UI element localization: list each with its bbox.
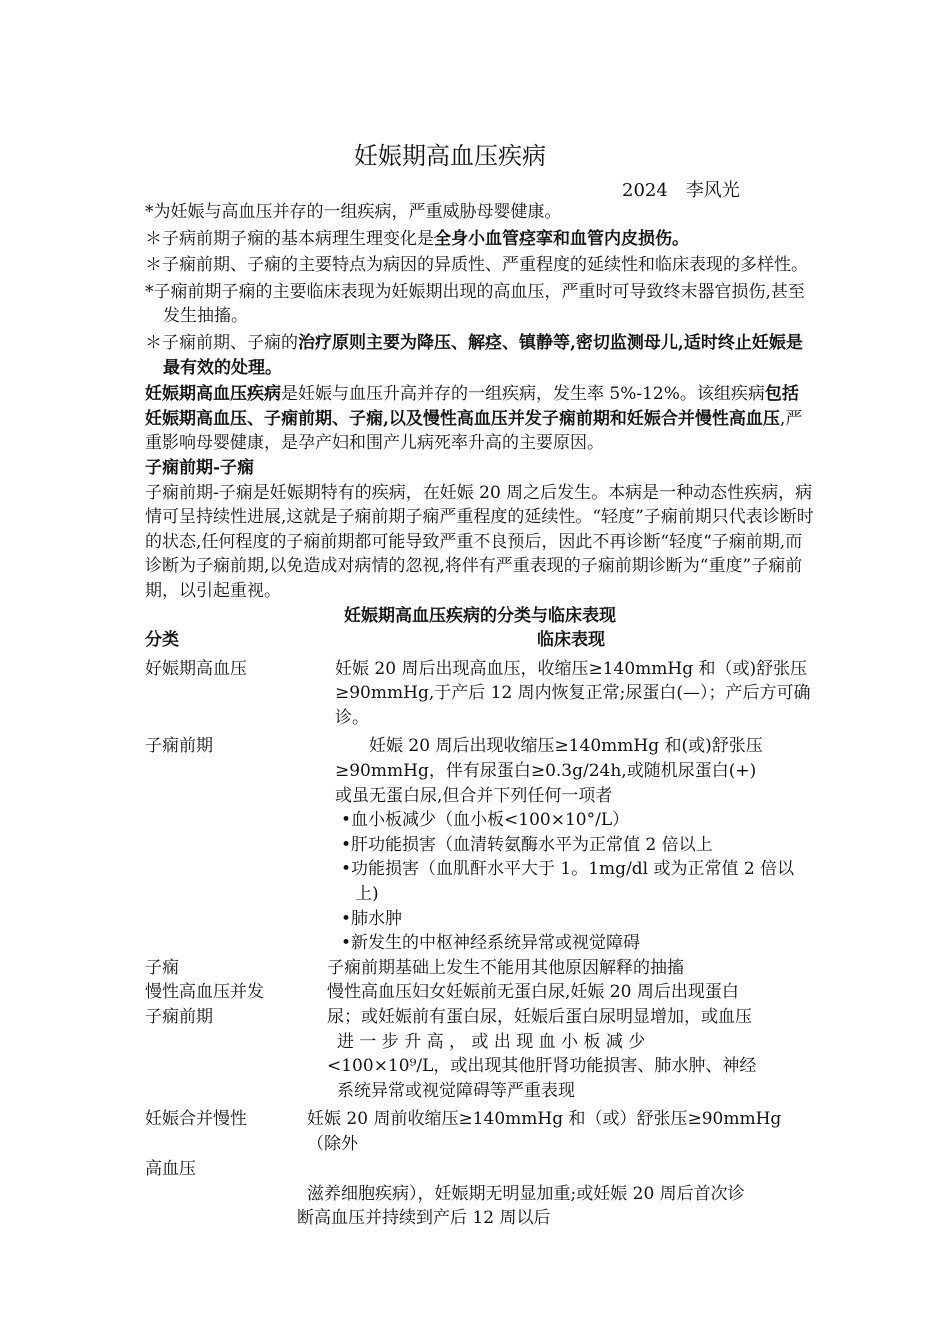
list-item: •功能损害（血肌酐水平大于 1。1mg/dl 或为正常值 2 倍以上) [341, 859, 795, 905]
author-line: 2024 李风光 [622, 180, 740, 201]
table-row [145, 956, 815, 981]
table-row [145, 980, 815, 1103]
intro-line-4: *子痫前期子痫的主要临床表现为妊娠期出现的高血压，严重时可导致终末器官损伤,甚至发生抽搐。 [145, 281, 805, 327]
row-category: 子痫前期 [145, 1007, 213, 1027]
intro-line-1: *为妊娠与高血压并存的一组疾病，严重威胁母婴健康。 [145, 202, 562, 222]
row-category: 妊娠合并慢性 [145, 1109, 247, 1130]
table-row [145, 734, 815, 955]
table-header [145, 628, 815, 653]
list-item: •肝功能损害（血清转氨酶水平为正常值 2 倍以上 [341, 834, 713, 855]
section-heading: 子痫前期-子痫 [145, 457, 255, 478]
row-category: 子痫前期 [145, 736, 213, 757]
column-header-clinical: 临床表现 [537, 630, 605, 651]
row-description: 妊娠 20 周后出现高血压，收缩压≥140mmHg 和（或)舒张压≥90mmHg,于产后 12 周内恢复正常;尿蛋白(—）；产后方可确诊。 [335, 658, 811, 728]
section-text: 子痫前期-子痫是妊娠期特有的疾病，在妊娠 20 周之后发生。本病是一种动态性疾病，病情可呈持续性进展,这就是子痫前期子痫严重程度的延续性。“轻度”子痫前期只代表诊断时的状态,任何程度的子痫前期都可能导致严重不良预后，因此不再诊断“轻度“子痫前期,而诊断为子痫前期,以免造成对病情的忽视,将伴有严重表现的子痫前期诊断为“重度”子痫前期，以引起重视。 [145, 482, 814, 601]
table-row [145, 657, 815, 731]
list-item: •肺水肿 [341, 908, 403, 929]
row-category: 子痫 [145, 957, 179, 978]
table-row [145, 1107, 815, 1230]
list-item: •新发生的中枢神经系统异常或视觉障碍 [341, 933, 641, 954]
paragraph-definition: 妊娠期高血压疾病是妊娠与血压升高并存的一组疾病，发生率 5%-12%。该组疾病包括妊娠期高血压、子痫前期、子痫,以及慢性高血压并发子痫前期和妊娠合并慢性高血压,严重影响母婴健康，是孕产妇和围产儿病死率升高的主要原因。 [145, 384, 803, 454]
row-category: 好娠期高血压 [145, 658, 247, 679]
document-body [145, 200, 815, 1231]
row-description: 子痫前期基础上发生不能用其他原因解释的抽搐 [327, 957, 684, 978]
row-category: 慢性高血压并发 [145, 982, 264, 1003]
row-description: 妊娠 20 周后出现收缩压≥140mmHg 和(或)舒张压≥90mmHg，伴有尿蛋白≥0.3g/24h,或随机尿蛋白(+) 或虽无蛋白尿,但合并下列任何一项者 •血小板减少（血小板<100×10°/L） •肝功能损害（血清转氨酶水平为正常值 2 倍以上 •功能损害（血肌酐水平大于 1。1mg/dl 或为正常值 2 倍以上) •肺水肿 •新发生的中枢神经系统异常或视觉障碍 [335, 734, 815, 955]
list-item: •血小板减少（血小板<100×10°/L） [341, 810, 630, 831]
intro-line-3: ＊子痫前期、子痫的主要特点为病因的异质性、严重程度的延续性和临床表现的多样性。 [145, 255, 808, 276]
row-category: 高血压 [145, 1158, 196, 1179]
column-header-category: 分类 [145, 630, 179, 651]
intro-line-5: ＊子痫前期、子痫的治疗原则主要为降压、解痉、镇静等,密切监测母儿,适时终止妊娠是最有效的处理。 [145, 332, 803, 378]
document-title: 妊娠期高血压疾病 [354, 142, 546, 170]
intro-line-2: ＊子病前期子痫的基本病理生理变化是全身小血管痉挛和血管内皮损伤。 [145, 228, 689, 249]
table-title: 妊娠期高血压疾病的分类与临床表现 [344, 605, 616, 626]
row-description: 慢性高血压妇女妊娠前无蛋白尿,妊娠 20 周后出现蛋白 尿；或妊娠前有蛋白尿，妊娠后蛋白尿明显增加，或血压 进 一 步 升 高 ， 或 出 现 血 小 板 减 少 <100×10⁹/L，或出现其他肝肾功能损害、肺水肿、神经 系统异常或视觉障碍等严重表现 [327, 982, 757, 1101]
row-description: 妊娠 20 周前收缩压≥140mmHg 和（或）舒张压≥90mmHg（除外 滋养细胞疾病），妊娠期无明显加重;或妊娠 20 周后首次诊 断高血压并持续到产后 12 周以后 [297, 1109, 782, 1229]
